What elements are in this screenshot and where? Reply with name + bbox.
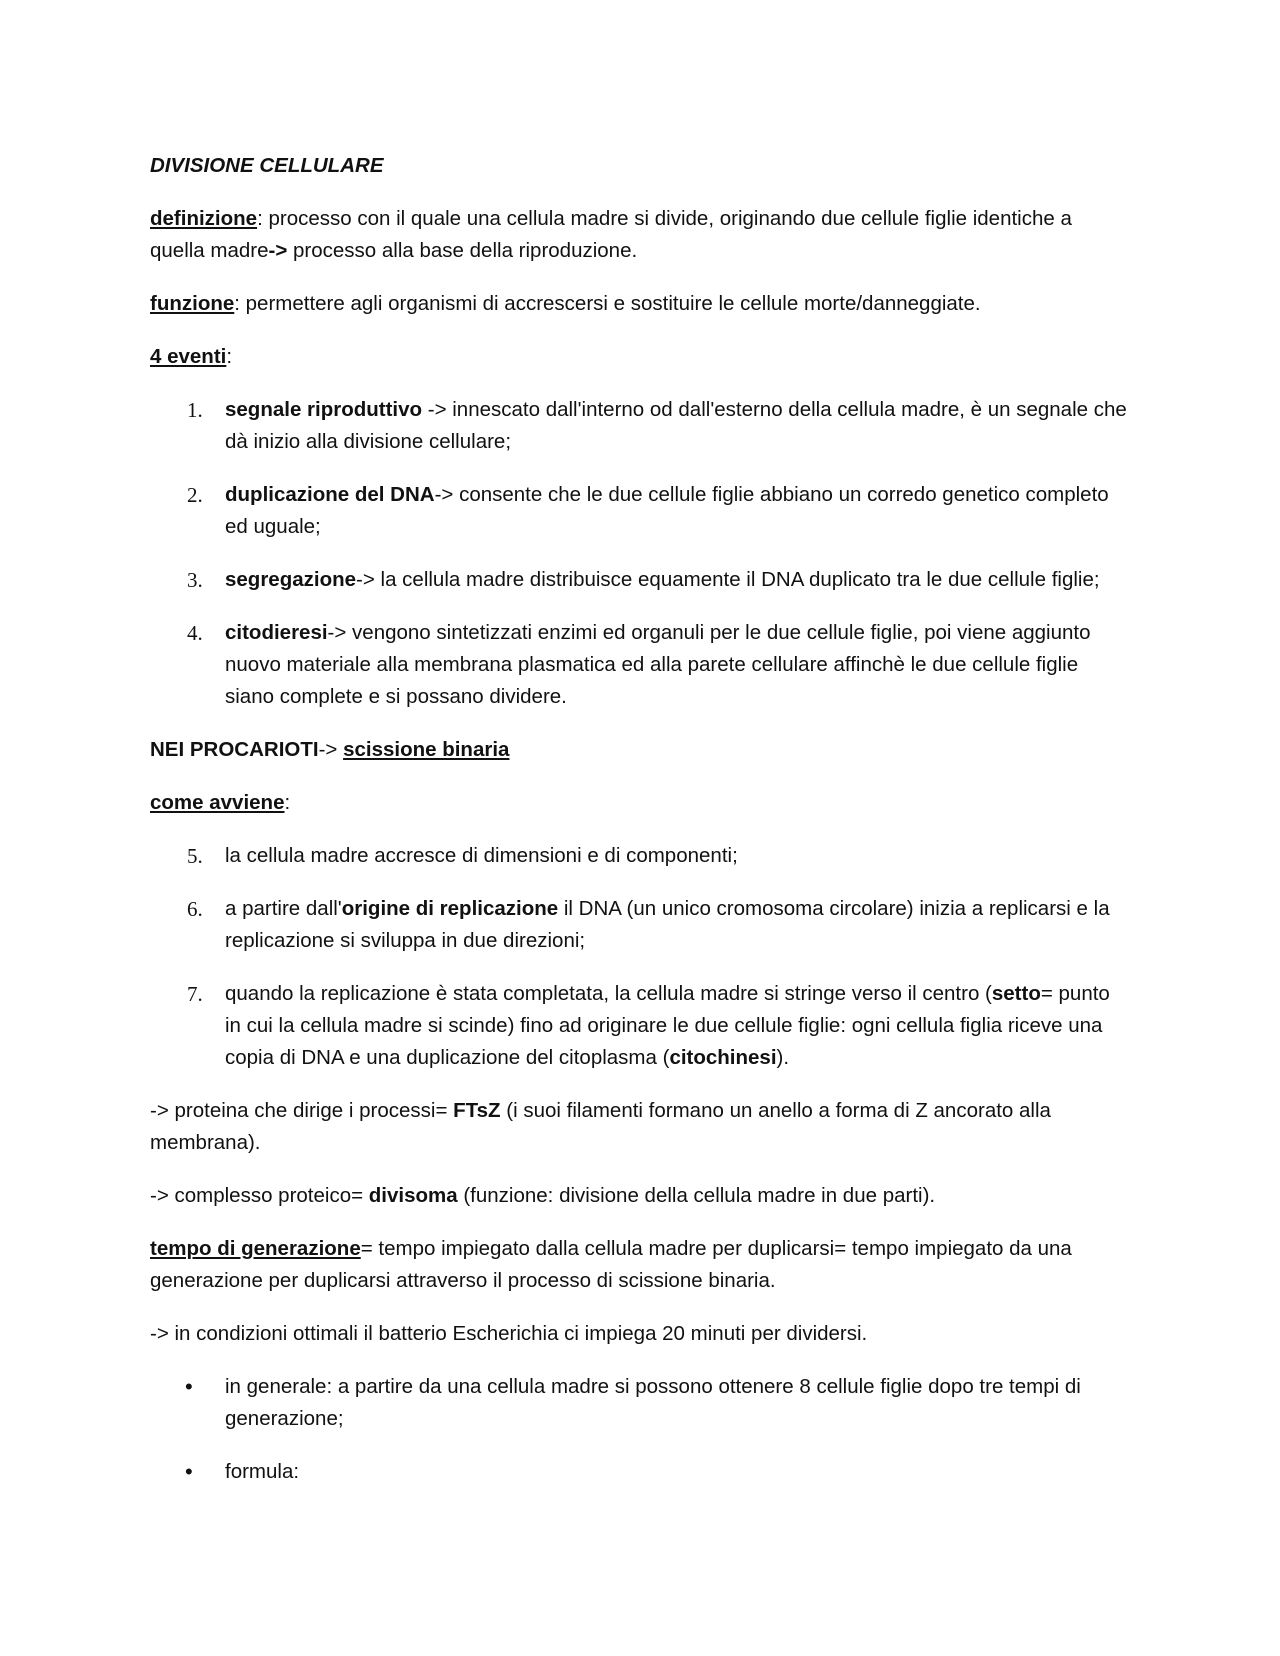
protein-paragraph (150, 1095, 1130, 1159)
step-term-2: citochinesi (669, 1046, 777, 1069)
list-number: 3. (187, 568, 203, 592)
step-text-mid: = punto in cui la cellula madre si scinde) fino ad originare le due cellule figlie: ogni cellula figlia riceve una copia di DNA e una duplicazione del citoplasma ( (225, 982, 1110, 1069)
event-term: segregazione (225, 568, 357, 591)
list-number: 7. (187, 982, 203, 1006)
document-page (150, 150, 1130, 1509)
step-text-pre: quando la replicazione è stata completata, la cellula madre si stringe verso il centro ( (225, 982, 992, 1005)
step-text: la cellula madre accresce di dimensioni e di componenti; (225, 844, 738, 867)
event-term: segnale riproduttivo (225, 398, 423, 421)
event-text: -> consente che le due cellule figlie abbiano un corredo genetico completo ed uguale; (225, 483, 1109, 538)
funzione-label: funzione (150, 292, 235, 315)
definition-paragraph (150, 203, 1130, 267)
come-avviene-sep: : (284, 791, 291, 814)
eventi-label: 4 eventi (150, 345, 227, 368)
function-paragraph (150, 288, 1130, 320)
complex-name: divisoma (368, 1184, 458, 1207)
list-item (150, 978, 1130, 1074)
definizione-sep: : (257, 207, 263, 230)
generation-time-paragraph (150, 1233, 1130, 1297)
bullet-icon: • (185, 1459, 193, 1484)
procarioti-arrow: -> (318, 738, 344, 761)
list-item (150, 840, 1130, 872)
list-item (150, 479, 1130, 543)
step-text-post: ). (776, 1046, 790, 1069)
list-number: 5. (187, 844, 203, 868)
events-list (150, 394, 1130, 713)
event-term: citodieresi (225, 621, 328, 644)
complex-paragraph (150, 1180, 1130, 1212)
funzione-text: : permettere agli organismi di accrescersi e sostituire le cellule morte/danneggiate. (234, 292, 981, 315)
event-text: -> innescato dall'interno od dall'esterno della cellula madre, è un segnale che dà inizio alla divisione cellulare; (225, 398, 1127, 453)
prokaryotes-heading (150, 734, 1130, 766)
complex-pre: -> complesso proteico= (150, 1184, 369, 1207)
tempo-text: = tempo impiegato dalla cellula madre per duplicarsi= tempo impiegato da una generazione per duplicarsi attraverso il processo di scissione binaria. (150, 1237, 1072, 1292)
come-avviene-label: come avviene (150, 791, 285, 814)
protein-post: (i suoi filamenti formano un anello a forma di Z ancorato alla membrana). (150, 1099, 1051, 1154)
list-item (150, 564, 1130, 596)
bullet-icon: • (185, 1374, 193, 1399)
conditions-paragraph: -> in condizioni ottimali il batterio Escherichia ci impiega 20 minuti per dividersi. (150, 1322, 868, 1345)
list-item (150, 617, 1130, 713)
how-heading (150, 787, 1130, 819)
scissione-binaria-label: scissione binaria (343, 738, 510, 761)
events-heading (150, 341, 1130, 373)
list-number: 4. (187, 621, 203, 645)
definizione-arrow: -> (268, 239, 288, 262)
list-item (150, 893, 1130, 957)
procarioti-label: NEI PROCARIOTI (150, 738, 319, 761)
definizione-text-1: processo con il quale una cellula madre si divide, originando due cellule figlie identiche a quella madre (150, 207, 1072, 262)
tempo-label: tempo di generazione (150, 1237, 361, 1260)
list-item (150, 1371, 1130, 1435)
event-term: duplicazione del DNA (225, 483, 435, 506)
list-number: 6. (187, 897, 203, 921)
step-term: setto (991, 982, 1041, 1005)
event-text: -> vengono sintetizzati enzimi ed organuli per le due cellule figlie, poi viene aggiunto nuovo materiale alla membrana plasmatica ed alla parete cellulare affinchè le due cellule figlie siano complete e si possano dividere. (225, 621, 1091, 708)
list-number: 1. (187, 398, 203, 422)
definizione-label: definizione (150, 207, 258, 230)
bullet-text: in generale: a partire da una cellula madre si possono ottenere 8 cellule figlie dopo tre tempi di generazione; (225, 1375, 1081, 1430)
protein-name: FTsZ (453, 1099, 501, 1122)
event-text: -> la cellula madre distribuisce equamente il DNA duplicato tra le due cellule figlie; (356, 568, 1100, 591)
page-title: DIVISIONE CELLULARE (150, 154, 384, 177)
list-item (150, 1456, 1130, 1488)
step-text-post: il DNA (un unico cromosoma circolare) inizia a replicarsi e la replicazione si sviluppa in due direzioni; (225, 897, 1110, 952)
protein-pre: -> proteina che dirige i processi= (150, 1099, 454, 1122)
step-text-pre: a partire dall' (225, 897, 342, 920)
list-number: 2. (187, 483, 203, 507)
eventi-sep: : (226, 345, 233, 368)
definizione-text-2: processo alla base della riproduzione. (287, 239, 638, 262)
complex-post: (funzione: divisione della cellula madre in due parti). (457, 1184, 936, 1207)
list-item (150, 394, 1130, 458)
steps-list (150, 840, 1130, 1074)
bullet-text: formula: (225, 1460, 300, 1483)
bullet-list (150, 1371, 1130, 1488)
step-term: origine di replicazione (341, 897, 559, 920)
